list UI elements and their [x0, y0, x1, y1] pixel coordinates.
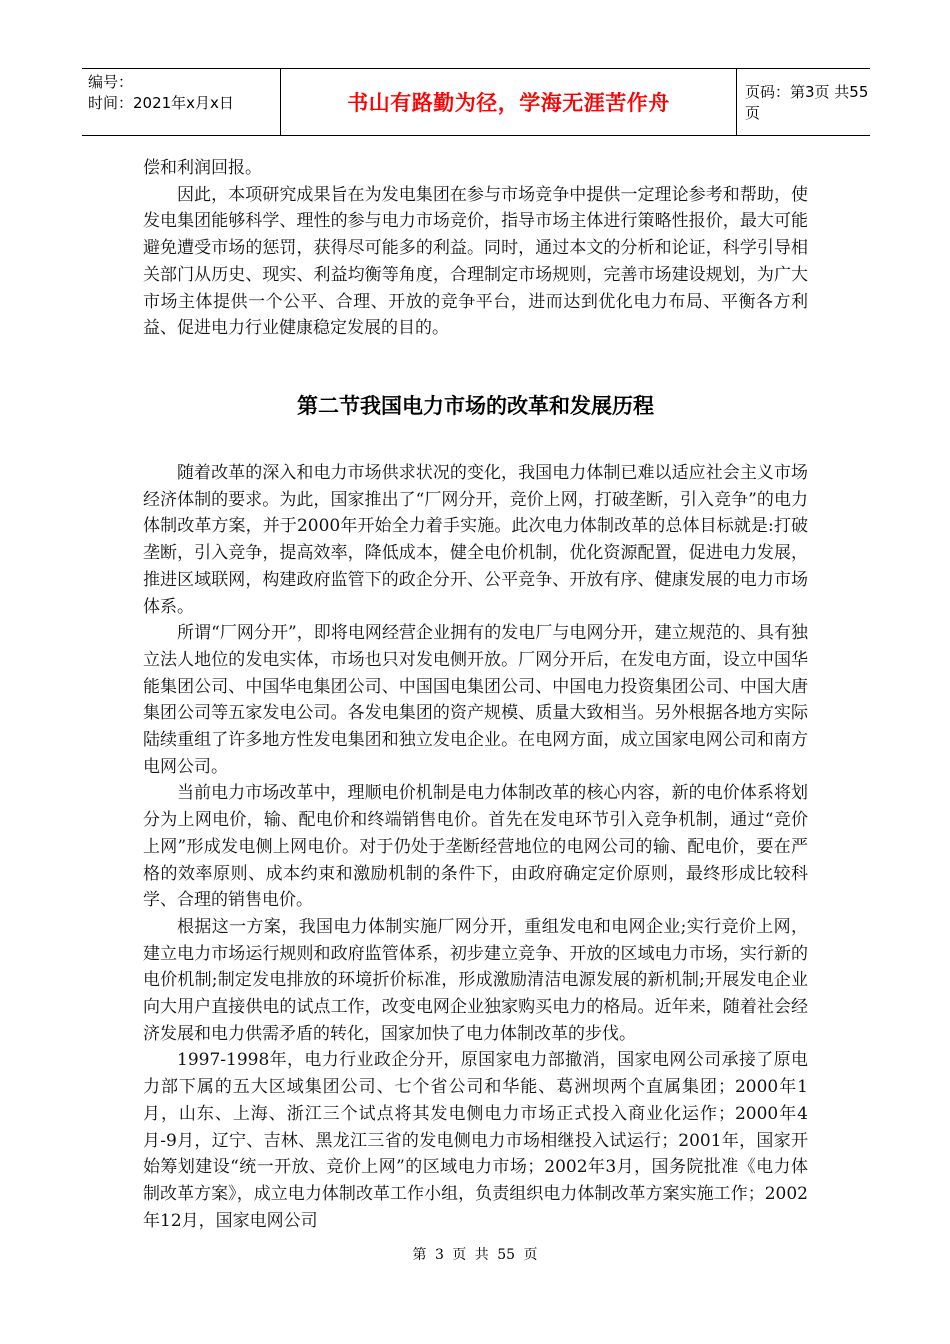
intro-text [143, 155, 808, 342]
time-label: 时间：2021年x月x日 [88, 94, 234, 112]
paragraph: 当前电力市场改革中，理顺电价机制是电力体制改革的核心内容，新的电价体系将划分为上网电价，输、配电价和终端销售电价。首先在发电环节引入竞争机制，通过“竞价上网”形成发电侧上网电价。对于仍处于垄断经营地位的电网公司的输、配电价，要在严格的效率原则、成本约束和激励机制的条件下，由政府确定定价原则，最终形成比较科学、合理的销售电价。 [143, 783, 808, 911]
code-label: 编号： [88, 73, 134, 91]
paragraph: 因此，本项研究成果旨在为发电集团在参与市场竞争中提供一定理论参考和帮助，使发电集团能够科学、理性的参与电力市场竞价，指导市场主体进行策略性报价，最大可能避免遭受市场的惩罚，获得尽可能多的利益。同时，通过本文的分析和论证，科学引导相关部门从历史、现实、利益均衡等角度，合理制定市场规则，完善市场建设规划，为广大市场主体提供一个公平、合理、开放的竞争平台，进而达到优化电力布局、平衡各方利益、促进电力行业健康稳定发展的目的。 [143, 184, 808, 339]
header-page-info: 页码：第3页 共55页 [745, 83, 869, 122]
paragraph: 根据这一方案，我国电力体制实施厂网分开，重组发电和电网企业;实行竞价上网，建立电力市场运行规则和政府监管体系，初步建立竞争、开放的区域电力市场，实行新的电价机制;制定发电排放的环境折价标准，形成激励清洁电源发展的新机制;开展发电企业向大用户直接供电的试点工作，改变电网企业独家购买电力的格局。近年来，随着社会经济发展和电力供需矛盾的转化，国家加快了电力体制改革的步伐。 [143, 916, 808, 1044]
section-text [143, 460, 808, 1234]
paragraph: 随着改革的深入和电力市场供求状况的变化，我国电力体制已难以适应社会主义市场经济体制的要求。为此，国家推出了“厂网分开，竞价上网，打破垄断，引入竞争”的电力体制改革方案，并于2000年开始全力着手实施。此次电力体制改革的总体目标就是:打破垄断，引入竞争，提高效率，降低成本，健全电价机制，优化资源配置，促进电力发展，推进区域联网，构建政府监管下的政企分开、公平竞争、开放有序、健康发展的电力市场体系。 [143, 463, 808, 617]
section-heading: 第二节我国电力市场的改革和发展历程 [297, 394, 654, 418]
paragraph: 1997-1998年，电力行业政企分开，原国家电力部撤消，国家电网公司承接了原电力部下属的五大区域集团公司、七个省公司和华能、葛洲坝两个直属集团；2000年1月，山东、上海、浙江三个试点将其发电侧电力市场正式投入商业化运作；2000年4月-9月，辽宁、吉林、黑龙江三省的发电侧电力市场相继投入试运行；2001年，国家开始筹划建设“统一开放、竞价上网”的区域电力市场；2002年3月，国务院批准《电力体制改革方案》，成立电力体制改革工作小组，负责组织电力体制改革方案实施工作；2002年12月，国家电网公司 [143, 1050, 808, 1231]
header-meta [82, 69, 281, 135]
page-header [82, 68, 870, 136]
page-footer: 第 3 页 共 55 页 [412, 1247, 538, 1263]
header-motto: 书山有路勤为径，学海无涯苦作舟 [281, 69, 737, 135]
paragraph: 所谓“厂网分开”，即将电网经营企业拥有的发电厂与电网分开，建立规范的、具有独立法人地位的发电实体，市场也只对发电侧开放。厂网分开后，在发电方面，设立中国华能集团公司、中国华电集团公司、中国国电集团公司、中国电力投资集团公司、中国大唐集团公司等五家发电公司。各发电集团的资产规模、质量大致相当。另外根据各地方实际陆续重组了许多地方性发电集团和独立发电企业。在电网方面，成立国家电网公司和南方电网公司。 [143, 623, 808, 777]
paragraph: 偿和利润回报。 [143, 158, 262, 178]
